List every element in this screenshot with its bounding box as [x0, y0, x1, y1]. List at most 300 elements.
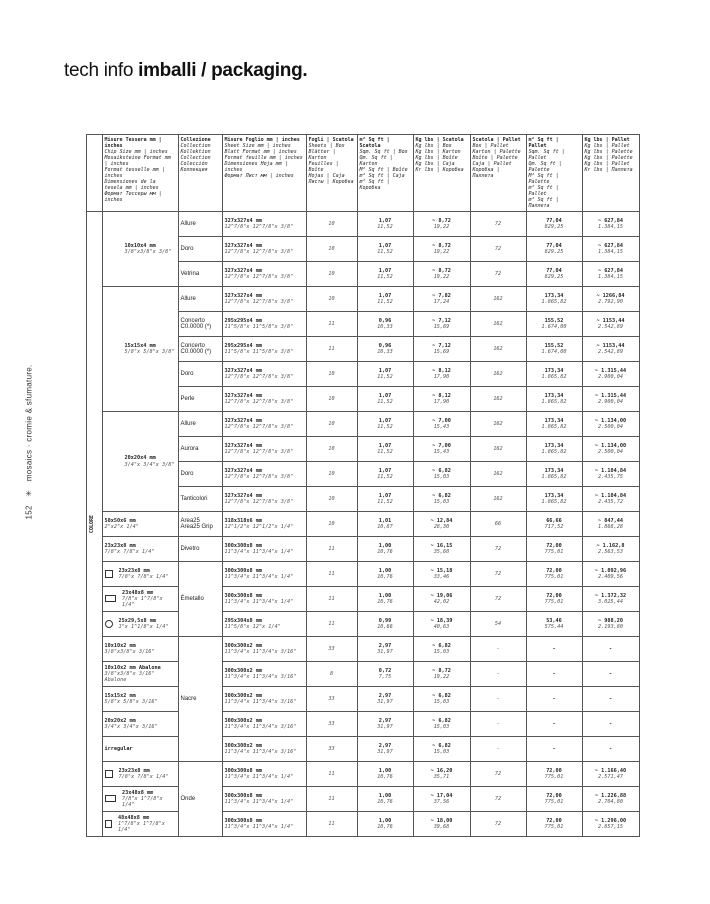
sqm-box-cell: [357, 712, 413, 737]
sqm-box-cell: [357, 737, 413, 762]
mp2-value: 775,01: [544, 549, 564, 555]
mq2-value: 31,97: [377, 699, 393, 705]
kg2-value: 39,68: [433, 824, 450, 830]
kg-box-cell: [413, 337, 470, 362]
kg-pallet-cell: [582, 662, 639, 687]
sc-value: 72: [494, 545, 502, 552]
tessera-value: 10x10x2 mm Abalone: [104, 664, 161, 671]
tessera-value: 10x10x2 mm: [104, 642, 136, 649]
kp2-value: 3.025,44: [598, 599, 623, 605]
fogli-value: 11: [328, 570, 335, 577]
foglio_in-value: 11^3/4"x 11^3/4"x 1/4": [224, 599, 294, 605]
kg2-value: 15,03: [433, 749, 450, 755]
mq2-value: 7,75: [378, 674, 392, 680]
kg2-value: 19,22: [433, 274, 450, 280]
kg-pallet-cell: [582, 462, 639, 487]
tessera-value: 20x20x2 mm: [104, 717, 136, 724]
boxes-per-pallet-cell: [470, 712, 526, 737]
sheets-per-box-cell: [306, 287, 357, 312]
tessera-cell: [102, 812, 178, 837]
sheet-size-cell: [222, 262, 306, 287]
header-tessera: [102, 135, 178, 212]
fogli-value: 11: [328, 620, 335, 627]
kg-value: ~ 7,12: [432, 317, 451, 324]
kg-pallet-cell: [582, 362, 639, 387]
header-line: M² Sq ft | Palette: [528, 173, 559, 185]
collection-name: Divetro: [180, 545, 200, 552]
collection-name: Tanticolori: [180, 495, 208, 502]
kg-box-cell: [413, 387, 470, 412]
foglio_in-value: 12^7/8"x 12^7/8"x 3/8": [224, 299, 294, 305]
boxes-per-pallet-cell: [470, 512, 526, 537]
sqm-box-cell: [357, 312, 413, 337]
mp2-value: 1.865,82: [541, 474, 567, 480]
header-line: Chip Size mm | inches: [104, 149, 168, 155]
kg-value: ~ 6,82: [432, 467, 451, 474]
sheet-size-cell: [222, 562, 306, 587]
sqm-box-cell: [357, 637, 413, 662]
header-collezione: [178, 135, 222, 212]
table-row: [64, 712, 639, 737]
kg-value: ~ 6,82: [432, 717, 451, 724]
spacer: [64, 212, 86, 837]
mq-value: 0,72: [378, 667, 392, 674]
kp-value: ~ 1.372,32: [594, 592, 627, 599]
sc-value: 162: [493, 470, 503, 477]
sqm-box-cell: [357, 262, 413, 287]
fogli-value: 10: [328, 295, 335, 302]
mp-value: -: [552, 720, 556, 727]
kg-value: ~ 7,12: [432, 342, 451, 349]
sc-value: -: [496, 745, 500, 752]
foglio_in-value: 11^5/8"x 12"x 1/4": [224, 624, 281, 630]
table-row: [64, 812, 639, 837]
kp-value: -: [608, 670, 613, 677]
title-light: tech info: [64, 60, 139, 81]
kg-box-cell: [413, 687, 470, 712]
kg-box-cell: [413, 787, 470, 812]
kg2-value: 15,03: [433, 474, 450, 480]
fogli-value: 11: [328, 595, 335, 602]
kg2-value: 37,56: [433, 799, 450, 805]
kg2-value: 19,22: [433, 674, 450, 680]
header-line: Коробка | Паллета: [472, 167, 500, 179]
sqm-box-cell: [357, 337, 413, 362]
collection-cell: [178, 762, 222, 837]
mp-value: -: [552, 670, 556, 677]
sheets-per-box-cell: [306, 737, 357, 762]
kg-box-cell: [413, 412, 470, 437]
sqm-box-cell: [357, 612, 413, 637]
table-row: [64, 562, 639, 587]
tessera-cell: [102, 787, 178, 812]
collection-cell: [178, 287, 222, 312]
sheet-size-cell: [222, 512, 306, 537]
foglio_in-value: 11^3/4"x 11^3/4"x 3/16": [224, 699, 297, 705]
mq-value: 0,96: [378, 342, 392, 349]
fogli-value: 10: [328, 270, 335, 277]
fogli-value: 10: [328, 220, 335, 227]
header-line: Кг lbs | Паллета: [584, 167, 633, 173]
header-line: Collezione: [180, 137, 211, 143]
tessera-value: 23x23x8 mm: [118, 767, 150, 774]
kg-box-cell: [413, 712, 470, 737]
mq2-value: 31,97: [377, 649, 393, 655]
mp-value: 72,00: [546, 817, 562, 824]
tessera-value: 48x48x8 mm: [118, 814, 150, 821]
kp-value: ~ 1153,44: [596, 317, 625, 324]
kg-value: ~ 8,12: [432, 367, 451, 374]
table-row: [64, 737, 639, 762]
tessera-value: 23x23x8 mm: [104, 542, 136, 549]
sqm-pallet-cell: [526, 487, 582, 512]
kg-box-cell: [413, 737, 470, 762]
collection-cell: [178, 237, 222, 262]
square-tile-icon: [105, 820, 113, 828]
kg-pallet-cell: [582, 437, 639, 462]
sheet-size-cell: [222, 812, 306, 837]
sheet-size-cell: [222, 337, 306, 362]
table-row: [64, 612, 639, 637]
sc-value: 162: [493, 345, 503, 352]
rectangle-tile-icon: [105, 795, 117, 802]
mp-value: 173,34: [544, 417, 564, 424]
header-mq: [357, 135, 413, 212]
sc-value: -: [496, 720, 500, 727]
sheets-per-box-cell: [306, 212, 357, 237]
mp2-value: 1.865,82: [541, 299, 567, 305]
sc-value: 72: [494, 595, 502, 602]
tessera_in-value: 1"x 1^1/8"x 1/4": [118, 624, 169, 630]
side-label-text: mosaics · cromie & sfumature.: [24, 364, 34, 482]
collection-name: Allure: [180, 220, 196, 227]
kp2-value: 2.792,90: [598, 299, 623, 305]
sheets-per-box-cell: [306, 512, 357, 537]
kg-pallet-cell: [582, 537, 639, 562]
kp-value: -: [608, 745, 613, 752]
sqm-box-cell: [357, 387, 413, 412]
boxes-per-pallet-cell: [470, 362, 526, 387]
sqm-pallet-cell: [526, 737, 582, 762]
mp2-value: 717,52: [544, 524, 564, 530]
kg2-value: 15,69: [433, 349, 450, 355]
sqm-box-cell: [357, 362, 413, 387]
mq2-value: 10,76: [377, 774, 393, 780]
kp2-value: 2.900,04: [598, 374, 623, 380]
kp2-value: 2.435,75: [598, 474, 623, 480]
kg2-value: 17,24: [433, 299, 450, 305]
foglio_in-value: 12^7/8"x 12^7/8"x 3/8": [224, 224, 294, 230]
header-line: Kg lbs | Pallet: [584, 161, 630, 167]
mp-value: 72,00: [546, 542, 562, 549]
header-line: Формат Тессеры мм | inches: [104, 191, 162, 203]
header-line: Misure Tessera mm | inches: [104, 137, 162, 149]
kg2-value: 15,03: [433, 499, 450, 505]
mq-value: 1,07: [378, 442, 392, 449]
sc-value: 66: [494, 520, 502, 527]
tessera_in-value: 1^7/8"x 1^7/8"x 1/4": [118, 820, 165, 834]
sc-value: 162: [493, 295, 503, 302]
kg-box-cell: [413, 437, 470, 462]
collection-name: Doro: [180, 370, 194, 377]
sc-value: 72: [494, 795, 502, 802]
header-line: m² Sq ft | Scatola: [359, 137, 390, 149]
mp-value: 155,52: [544, 342, 564, 349]
kg-value: ~ 7,00: [432, 417, 451, 424]
sqm-pallet-cell: [526, 662, 582, 687]
sheet-size-cell: [222, 762, 306, 787]
mp2-value: 775,01: [544, 599, 564, 605]
kg-value: ~ 6,82: [432, 492, 451, 499]
header-line: Blatt Format mm | inches: [224, 149, 297, 155]
kp-value: ~ 627,84: [598, 217, 623, 224]
foglio_in-value: 11^3/4"x 11^3/4"x 1/4": [224, 824, 294, 830]
kg2-value: 15,43: [433, 449, 450, 455]
sheets-per-box-cell: [306, 337, 357, 362]
sc-value: 72: [494, 570, 502, 577]
header-line: Kg lbs | Box: [415, 143, 452, 149]
kp-value: -: [608, 695, 613, 702]
table-row: [64, 537, 639, 562]
kg2-value: 19,22: [433, 249, 450, 255]
header-line: m² Sq ft | Pallet: [528, 137, 559, 149]
kg2-value: 15,69: [433, 324, 450, 330]
fogli-value: 10: [328, 395, 335, 402]
kg-box-cell: [413, 362, 470, 387]
sqm-pallet-cell: [526, 512, 582, 537]
sheet-size-cell: [222, 737, 306, 762]
kg-box-cell: [413, 487, 470, 512]
header-line: Sqm. Sq ft | Box: [359, 149, 408, 155]
mq-value: 2,97: [378, 642, 392, 649]
mp-value: 72,00: [546, 592, 562, 599]
kg-value: ~ 8,72: [432, 217, 451, 224]
tessera-cell: [102, 762, 178, 787]
kg-pallet-cell: [582, 512, 639, 537]
fogli-value: 11: [328, 770, 335, 777]
header-line: Blätter | Karton: [308, 149, 336, 161]
kg-pallet-cell: [582, 487, 639, 512]
sqm-pallet-cell: [526, 412, 582, 437]
sheets-per-box-cell: [306, 662, 357, 687]
kp-value: ~ 1.315,44: [594, 392, 627, 399]
tessera-value: 23x48x8 mm: [122, 789, 154, 796]
table-row: [64, 787, 639, 812]
mp2-value: 1.865,82: [541, 449, 567, 455]
kg-box-cell: [413, 237, 470, 262]
sc-value: 162: [493, 420, 503, 427]
kp2-value: 2.500,04: [598, 449, 623, 455]
foglio-value: 300x300x8 mm: [224, 592, 262, 599]
kg-value: ~ 18,00: [430, 817, 453, 824]
kg-box-cell: [413, 312, 470, 337]
mq-value: 1,01: [378, 517, 392, 524]
kp-value: -: [608, 720, 613, 727]
foglio-value: 300x300x8 mm: [224, 817, 262, 824]
mp-value: 173,34: [544, 467, 564, 474]
table-row: [64, 287, 639, 312]
collection-cell: [178, 462, 222, 487]
sheet-size-cell: [222, 287, 306, 312]
fogli-value: 10: [328, 520, 335, 527]
tessera_in-value: 7/8"x 7/8"x 1/4": [118, 774, 169, 780]
fogli-value: 10: [328, 420, 335, 427]
boxes-per-pallet-cell: [470, 612, 526, 637]
sheets-per-box-cell: [306, 562, 357, 587]
rectangle-tile-icon: [105, 595, 117, 602]
kg-pallet-cell: [582, 612, 639, 637]
sqm-box-cell: [357, 662, 413, 687]
foglio-value: 300x300x8 mm: [224, 567, 262, 574]
sqm-box-cell: [357, 512, 413, 537]
header-mq-pallet: [526, 135, 582, 212]
sc-value: -: [496, 670, 500, 677]
foglio-value: 327x327x4 mm: [224, 267, 262, 274]
kp2-value: 2.435,72: [598, 499, 623, 505]
fogli-value: 33: [328, 645, 335, 652]
mp2-value: 829,25: [544, 224, 564, 230]
kg-box-cell: [413, 637, 470, 662]
mq2-value: 11,52: [377, 249, 393, 255]
header-line: Boîte | Palette: [472, 155, 518, 161]
collection-cell: [178, 362, 222, 387]
boxes-per-pallet-cell: [470, 762, 526, 787]
mp2-value: 775,01: [544, 574, 564, 580]
mq-value: 0,99: [378, 617, 392, 624]
kg2-value: 15,03: [433, 724, 450, 730]
mp-value: 155,52: [544, 317, 564, 324]
mq-value: 2,97: [378, 742, 392, 749]
mq2-value: 11,52: [377, 374, 393, 380]
kp2-value: 1.384,15: [598, 224, 623, 230]
kg-box-cell: [413, 262, 470, 287]
collection-name: Doro: [180, 245, 194, 252]
boxes-per-pallet-cell: [470, 687, 526, 712]
mp2-value: 1.865,82: [541, 424, 567, 430]
sc-value: 162: [493, 370, 503, 377]
tessera-cell: [102, 587, 178, 612]
collection-cell: [178, 537, 222, 562]
kg-value: ~ 15,18: [430, 567, 453, 574]
foglio_in-value: 11^5/8"x 11^5/8"x 3/8": [224, 324, 294, 330]
header-line: Format feuille mm | inches: [224, 155, 303, 161]
foglio-value: 318x318x6 mm: [224, 517, 262, 524]
tessera_in-value: 7/8"x 1^7/8"x 1/4": [122, 595, 163, 609]
sqm-pallet-cell: [526, 312, 582, 337]
header-fogli: [306, 135, 357, 212]
sqm-box-cell: [357, 812, 413, 837]
mp-value: 173,34: [544, 442, 564, 449]
foglio_in-value: 11^3/4"x 11^3/4"x 3/16": [224, 724, 297, 730]
mq-value: 0,96: [378, 317, 392, 324]
collection-name: Area25 Area25 Grip: [180, 517, 213, 530]
kp-value: ~ 1.315,44: [594, 367, 627, 374]
kg2-value: 33,46: [433, 574, 450, 580]
kg-pallet-cell: [582, 787, 639, 812]
kg-pallet-cell: [582, 587, 639, 612]
mq2-value: 10,66: [377, 624, 393, 630]
collection-cell: [178, 212, 222, 237]
sqm-pallet-cell: [526, 462, 582, 487]
kg-value: ~ 6,82: [432, 642, 451, 649]
header-line: Colección: [180, 161, 208, 167]
kp2-value: 1.384,15: [598, 249, 623, 255]
kp-value: ~ 1.166,40: [594, 767, 627, 774]
kp-value: ~ 1.104,84: [594, 492, 627, 499]
sheets-per-box-cell: [306, 812, 357, 837]
mq-value: 1,07: [378, 367, 392, 374]
header-line: m² Sq ft | Caja: [359, 173, 405, 179]
boxes-per-pallet-cell: [470, 412, 526, 437]
kg-value: ~ 8,72: [432, 242, 451, 249]
foglio_in-value: 11^5/8"x 11^5/8"x 3/8": [224, 349, 294, 355]
header-line: Format tesselle mm | inches: [104, 167, 165, 179]
header-line: Kollektion: [180, 149, 211, 155]
collection-cell: [178, 437, 222, 462]
kg-pallet-cell: [582, 762, 639, 787]
header-line: Листы | Коробка: [308, 179, 354, 185]
mq-value: 1,07: [378, 267, 392, 274]
mq2-value: 10,76: [377, 799, 393, 805]
title-bold: imballi / packaging.: [138, 60, 308, 81]
foglio-value: 300x300x8 mm: [224, 792, 262, 799]
side-label: [24, 364, 34, 520]
kp2-value: 2.409,56: [598, 574, 623, 580]
sqm-pallet-cell: [526, 687, 582, 712]
side-margin: [14, 364, 46, 530]
kp2-value: 1.384,15: [598, 274, 623, 280]
tessera-value: 10x10x4 mm: [124, 242, 156, 249]
kp-value: ~ 1.134,00: [594, 417, 627, 424]
sqm-box-cell: [357, 437, 413, 462]
table-row: [64, 412, 639, 437]
mq-value: 1,00: [378, 817, 392, 824]
fogli-value: 10: [328, 495, 335, 502]
sheets-per-box-cell: [306, 462, 357, 487]
header-line: Sheet Size mm | inches: [224, 143, 291, 149]
boxes-per-pallet-cell: [470, 487, 526, 512]
foglio-value: 300x300x2 mm: [224, 642, 262, 649]
kp2-value: 2.900,04: [598, 399, 623, 405]
tessera-value: 25x29,5x8 mm: [118, 617, 156, 624]
kp2-value: 2.542,89: [598, 324, 623, 330]
tessera-cell: [102, 637, 178, 662]
sheet-size-cell: [222, 487, 306, 512]
sqm-pallet-cell: [526, 637, 582, 662]
header-line: m² Sq ft | Паллета: [528, 197, 559, 209]
header-line: Collection: [180, 143, 211, 149]
mq-value: 1,00: [378, 542, 392, 549]
fogli-value: 8: [329, 670, 334, 677]
mq-value: 1,00: [378, 567, 392, 574]
sqm-pallet-cell: [526, 787, 582, 812]
kg-box-cell: [413, 287, 470, 312]
mp2-value: 775,01: [544, 799, 564, 805]
page-number: 152: [24, 505, 34, 520]
header-line: Кг lbs | Коробка: [415, 167, 464, 173]
foglio-value: 300x300x8 mm: [224, 542, 262, 549]
header-line: m² Sq ft | Коробка: [359, 179, 390, 191]
fogli-value: 33: [328, 745, 335, 752]
mq2-value: 11,52: [377, 499, 393, 505]
tessera-cell: [102, 512, 178, 537]
kp2-value: 2.704,80: [598, 799, 623, 805]
boxes-per-pallet-cell: [470, 387, 526, 412]
sqm-box-cell: [357, 237, 413, 262]
kg-value: ~ 17,04: [430, 792, 453, 799]
boxes-per-pallet-cell: [470, 237, 526, 262]
sqm-pallet-cell: [526, 537, 582, 562]
